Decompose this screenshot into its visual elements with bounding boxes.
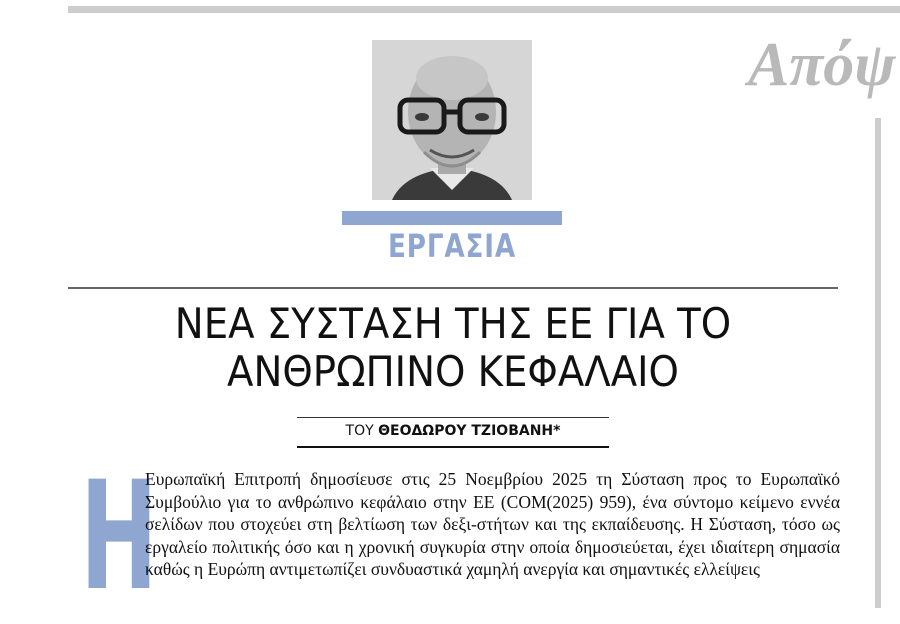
top-rule (68, 6, 900, 13)
author-portrait-illustration (372, 40, 532, 200)
column-divider (875, 118, 881, 608)
headline (99, 300, 807, 396)
headline-line-2: ΑΝΘΡΩΠΙΝΟ ΚΕΦΑΛΑΙΟ (227, 347, 679, 396)
drop-cap: Η (80, 450, 158, 624)
byline-bottom-rule (297, 446, 609, 448)
section-bar (342, 211, 562, 225)
article-paragraph: Ευρωπαϊκή Επιτροπή δημοσίευσε στις 25 Νοεμβρίου 2025 τη Σύσταση προς το Ευρωπαϊκό Συμβούλιο για το ανθρώπινο κεφάλαιο στην ΕΕ (COM(2025) 959), ένα σύντομο κείμενο εννέα σελίδων που στοχεύει στη βελτίωση των δεξι-στήτων και της εκπαίδευσης. Η Σύσταση, τόσο ως εργαλείο πολιτικής όσο και η χρονική συγκυρία στην οποία δημοσιεύεται, έχει ιδιαίτερη σημασία καθώς η Ευρώπη αντιμετωπίζει συνδυαστικά χαμηλή ανεργία και σημαντικές ελλείψεις (145, 469, 840, 579)
byline-author: ΘΕΟΔΩΡΟΥ ΤΖΙΟΒΑΝΗ* (378, 423, 561, 439)
byline-top-rule (297, 417, 609, 418)
author-photo (372, 40, 532, 200)
side-column-heading: Απόψ (748, 31, 896, 99)
headline-line-1: ΝΕΑ ΣΥΣΤΑΣΗ ΤΗΣ ΕΕ ΓΙΑ ΤΟ (174, 299, 732, 348)
byline-prefix: ΤΟΥ (345, 423, 374, 439)
article-body (145, 468, 840, 608)
headline-rule (68, 287, 838, 289)
section-label: ΕΡΓΑΣΙΑ (388, 227, 516, 265)
byline (297, 423, 609, 439)
